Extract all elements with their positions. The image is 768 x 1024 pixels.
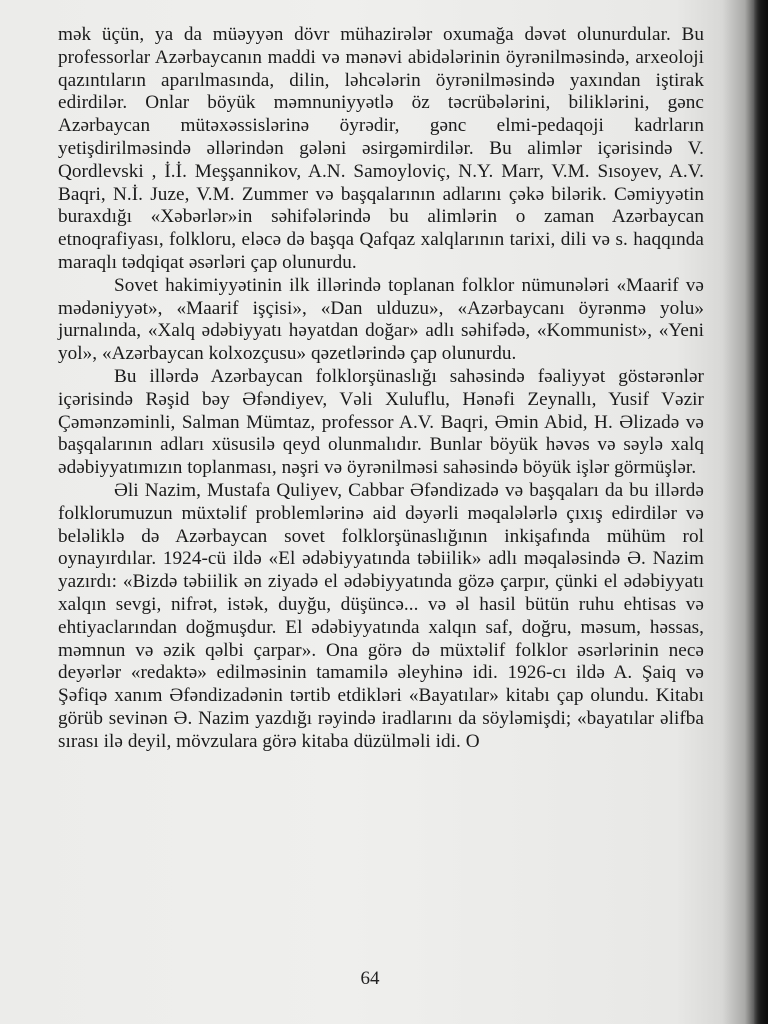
page-body-text [58,24,704,754]
page-edge-shadow [754,0,768,1024]
paragraph: Bu illərdə Azərbaycan folklorşünaslığı sahəsində fəaliyyət göstərənlər içərisində Rəşid bəy Əfəndiyev, Vəli Xuluflu, Hənəfi Zeynallı, Yusif Vəzir Çəmənzəminli, Salman Mümtaz, professor A.V. Baqri, Əmin Abid, H. Əlizadə və başqalarının adları xüsusilə qeyd olunmalıdır. Bunlar böyük həvəs və səylə xalq ədəbiyyatımızın toplanması, nəşri və öyrənilməsi sahəsində böyük işlər görmüşlər. [58,365,704,479]
paragraph: Əli Nazim, Mustafa Quliyev, Cabbar Əfəndizadə və başqaları da bu illərdə folklorumuzun müxtəlif problemlərinə aid dəyərli məqalələrlə çıxış edirdilər və beləliklə də Azərbaycan sovet folklorşünaslığının inkişafında mühüm rol oynayırdılar. 1924-cü ildə «El ədəbiyyatında təbiilik» adlı məqaləsində Ə. Nazim yazırdı: «Bizdə təbiilik ən ziyadə el ədəbiyyatında gözə çarpır, çünki el ədəbiyyatı xalqın sevgi, nifrət, istək, duyğu, düşüncə... və əl hasil bütün ruhu ehtisas və ehtiyaclarından doğmuşdur. El ədəbiyyatında xalqın saf, doğru, məsum, həssas, məmnun və əzik qəlbi çarpar». Ona görə də müxtəlif folklor əsərlərinin necə deyərlər «redaktə» edilməsinin tamamilə əleyhinə idi. 1926-cı ildə A. Şaiq və Şəfiqə xanım Əfəndizadənin tərtib etdikləri «Bayatılar» kitabı çap olundu. Kitabı görüb sevinən Ə. Nazim yazdığı rəyində iradlarını da söyləmişdi; «bayatılar əlifba sırası ilə deyil, mövzulara görə kitaba düzülməli idi. O [58,479,704,752]
paragraph: mək üçün, ya da müəyyən dövr mühazirələr oxumağa dəvət olunurdular. Bu professorlar Azərbaycanın maddi və mənəvi abidələrinin öyrənilməsində, arxeoloji qazıntıların aparılmasında, dilin, ləhcələrin öyrənilməsində yaxından iştirak edirdilər. Onlar böyük məmnuniyyətlə öz təcrübələrini, biliklərini, gənc Azərbaycan mütəxəssislərinə öyrədir, gənc elmi-pedaqoji kadrların yetişdirilməsində əllərindən gələni əsirgəmirdilər. Bu alimlər içərisində V. Qordlevski , İ.İ. Meşşannikov, A.N. Samoyloviç, N.Y. Marr, V.M. Sısoyev, A.V. Baqri, N.İ. Juze, V.M. Zummer və başqalarının adlarını çəkə bilərik. Cəmiyyətin buraxdığı «Xəbərlər»in səhifələrində bu alimlərin o zaman Azərbaycan etnoqrafiyası, folkloru, eləcə də başqa Qafqaz xalqlarının tarixi, dili və s. haqqında maraqlı tədqiqat əsərləri çap olunurdu. [58,24,704,273]
paragraph: Sovet hakimiyyətinin ilk illərində toplanan folklor nümunələri «Maarif və mədəniyyət», «Maarif işçisi», «Dan ulduzu», «Azərbaycanı öyrənmə yolu» jurnalında, «Xalq ədəbiyyatı həyatdan doğar» adlı səhifədə, «Kommunist», «Yeni yol», «Azərbaycan kolxozçusu» qəzetlərində çap olunurdu. [58,274,704,365]
page-number: 64 [360,968,380,989]
